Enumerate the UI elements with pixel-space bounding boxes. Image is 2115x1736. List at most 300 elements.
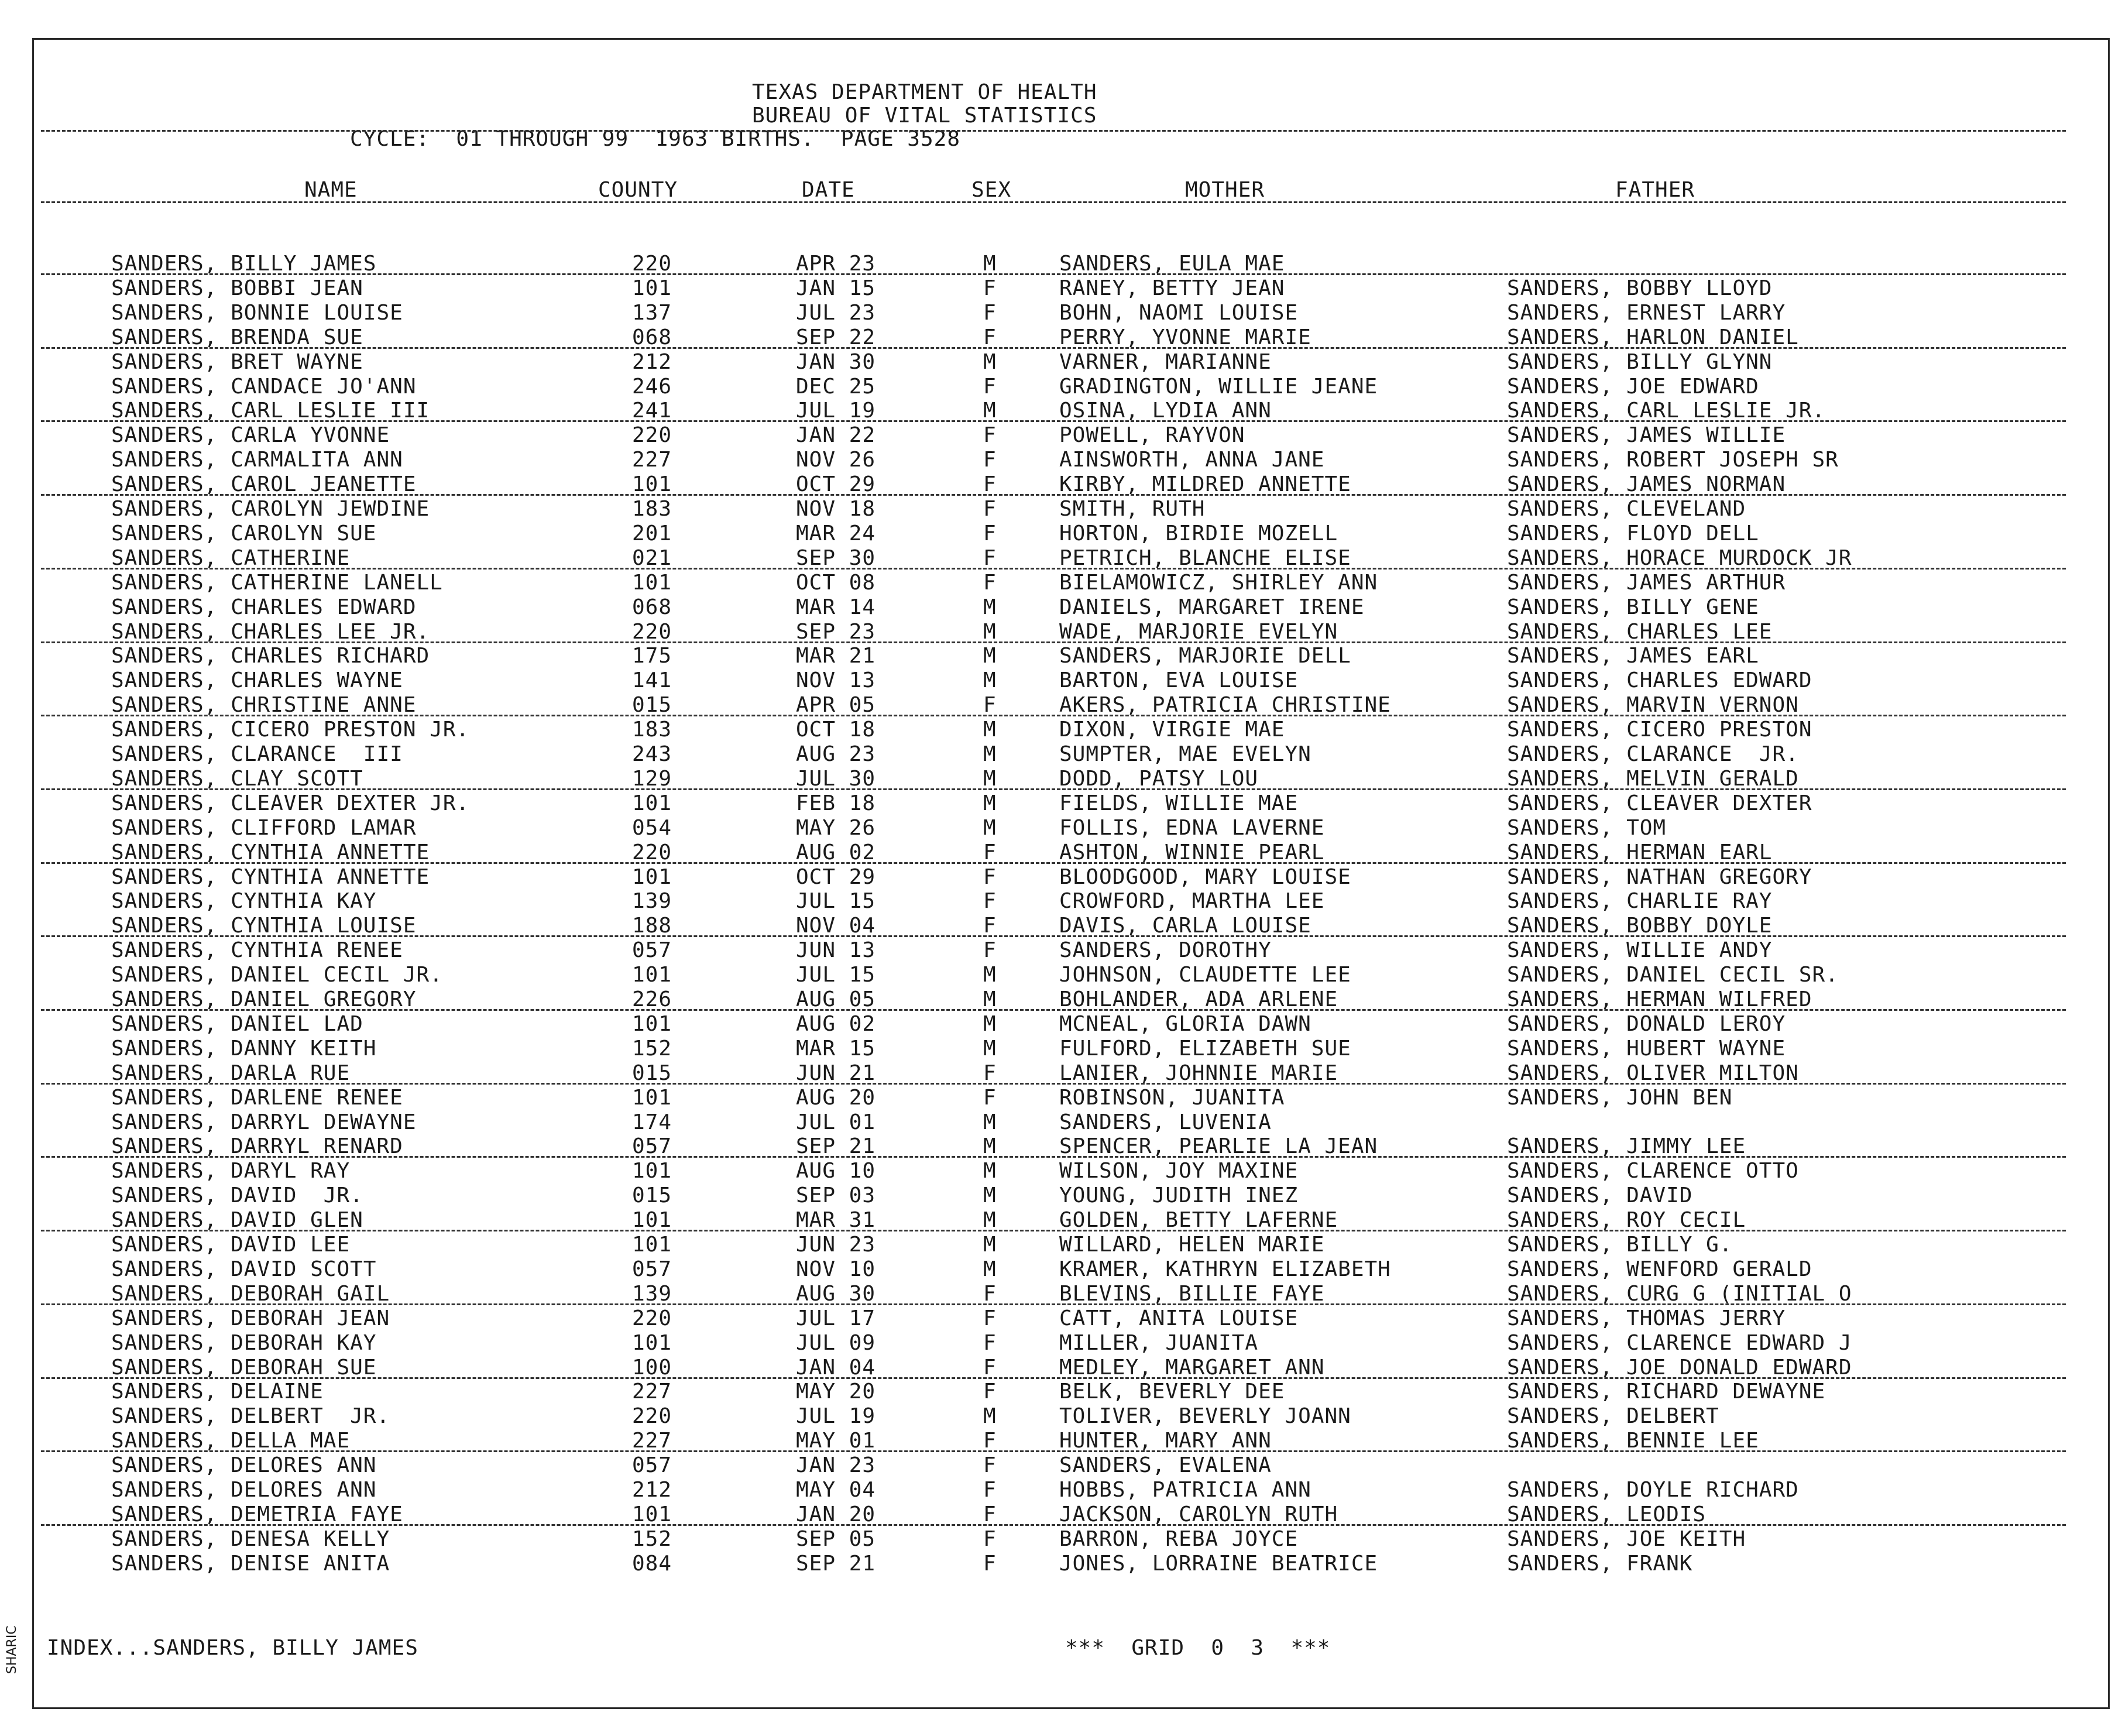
- cell-sex: M: [983, 1208, 997, 1232]
- cell-father: SANDERS, LEODIS: [1507, 1502, 1707, 1526]
- cell-mother: SANDERS, EVALENA: [1059, 1453, 1272, 1477]
- cell-name: SANDERS, CANDACE JO'ANN: [111, 375, 417, 399]
- cell-name: SANDERS, DEMETRIA FAYE: [111, 1502, 403, 1526]
- cell-sex: F: [983, 472, 997, 496]
- cell-father: SANDERS, ERNEST LARRY: [1507, 301, 1786, 325]
- table-row: [0, 767, 2115, 791]
- cell-father: SANDERS, JAMES EARL: [1507, 644, 1759, 668]
- cell-county: 101: [632, 1086, 672, 1110]
- cell-name: SANDERS, CLIFFORD LAMAR: [111, 816, 417, 840]
- cell-date: JAN 04: [796, 1356, 876, 1380]
- cell-county: 057: [632, 1134, 672, 1158]
- cell-date: SEP 21: [796, 1552, 876, 1576]
- cell-mother: GRADINGTON, WILLIE JEANE: [1059, 375, 1378, 399]
- table-row: [0, 1429, 2115, 1453]
- cell-father: SANDERS, DONALD LEROY: [1507, 1012, 1786, 1036]
- cell-name: SANDERS, DANIEL LAD: [111, 1012, 363, 1036]
- cell-mother: POWELL, RAYVON: [1059, 423, 1245, 447]
- table-row: [0, 1404, 2115, 1429]
- cell-name: SANDERS, BILLY JAMES: [111, 252, 377, 276]
- cell-father: SANDERS, DOYLE RICHARD: [1507, 1478, 1799, 1502]
- cell-date: OCT 29: [796, 472, 876, 496]
- cell-sex: F: [983, 571, 997, 595]
- cell-father: SANDERS, CHARLES EDWARD: [1507, 668, 1812, 692]
- cell-sex: F: [983, 448, 997, 472]
- cell-sex: M: [983, 1233, 997, 1257]
- cell-county: 084: [632, 1552, 672, 1576]
- cell-father: SANDERS, DAVID: [1507, 1183, 1693, 1207]
- cell-mother: WILSON, JOY MAXINE: [1059, 1159, 1299, 1183]
- cell-mother: BOHLANDER, ADA ARLENE: [1059, 987, 1338, 1011]
- cell-father: SANDERS, OLIVER MILTON: [1507, 1061, 1799, 1085]
- table-row: [0, 1183, 2115, 1208]
- cell-name: SANDERS, CYNTHIA LOUISE: [111, 914, 417, 938]
- cell-name: SANDERS, DEBORAH KAY: [111, 1331, 377, 1355]
- cell-mother: HOBBS, PATRICIA ANN: [1059, 1478, 1311, 1502]
- row-rule: [41, 568, 2066, 569]
- cell-date: MAR 14: [796, 595, 876, 619]
- cell-sex: F: [983, 497, 997, 521]
- cell-mother: BLOODGOOD, MARY LOUISE: [1059, 865, 1351, 889]
- cell-date: MAY 20: [796, 1380, 876, 1404]
- cell-father: SANDERS, BOBBY DOYLE: [1507, 914, 1773, 938]
- cell-county: 139: [632, 889, 672, 913]
- table-row: [0, 742, 2115, 767]
- cell-name: SANDERS, BRET WAYNE: [111, 350, 363, 374]
- table-row: [0, 644, 2115, 668]
- cell-county: 021: [632, 546, 672, 570]
- cell-date: MAR 24: [796, 522, 876, 545]
- cell-sex: M: [983, 620, 997, 644]
- cell-mother: DODD, PATSY LOU: [1059, 767, 1259, 791]
- cell-name: SANDERS, BRENDA SUE: [111, 325, 363, 349]
- cell-father: SANDERS, ROBERT JOSEPH SR: [1507, 448, 1839, 472]
- cell-date: MAY 26: [796, 816, 876, 840]
- cell-mother: SANDERS, LUVENIA: [1059, 1110, 1272, 1134]
- column-header-father: FATHER: [1615, 178, 1695, 202]
- cell-mother: VARNER, MARIANNE: [1059, 350, 1272, 374]
- cell-sex: M: [983, 644, 997, 668]
- cell-father: SANDERS, HERMAN WILFRED: [1507, 987, 1812, 1011]
- cell-name: SANDERS, DARRYL DEWAYNE: [111, 1110, 417, 1134]
- bureau-title: BUREAU OF VITAL STATISTICS: [752, 104, 1097, 128]
- cell-date: JUL 30: [796, 767, 876, 791]
- cell-county: 101: [632, 791, 672, 815]
- row-rule: [41, 935, 2066, 937]
- cell-sex: F: [983, 375, 997, 399]
- cell-mother: TOLIVER, BEVERLY JOANN: [1059, 1404, 1351, 1428]
- cell-mother: GOLDEN, BETTY LAFERNE: [1059, 1208, 1338, 1232]
- cell-date: MAR 21: [796, 644, 876, 668]
- cell-date: AUG 23: [796, 742, 876, 766]
- cell-date: JUL 09: [796, 1331, 876, 1355]
- cell-county: 100: [632, 1356, 672, 1380]
- cell-father: SANDERS, JOHN BEN: [1507, 1086, 1733, 1110]
- index-footer: INDEX...SANDERS, BILLY JAMES: [47, 1636, 418, 1660]
- cell-name: SANDERS, CLARANCE III: [111, 742, 403, 766]
- table-row: [0, 546, 2115, 571]
- table-row: [0, 472, 2115, 497]
- cell-sex: M: [983, 1159, 997, 1183]
- cell-date: JUL 01: [796, 1110, 876, 1134]
- cell-county: 101: [632, 276, 672, 300]
- cell-date: FEB 18: [796, 791, 876, 815]
- cell-county: 101: [632, 1208, 672, 1232]
- cell-name: SANDERS, CYNTHIA ANNETTE: [111, 865, 430, 889]
- cell-mother: FULFORD, ELIZABETH SUE: [1059, 1037, 1351, 1061]
- cell-date: JUL 15: [796, 963, 876, 987]
- cell-father: SANDERS, CARL LESLIE JR.: [1507, 399, 1826, 423]
- column-header-date: DATE: [802, 178, 855, 202]
- cell-county: 227: [632, 448, 672, 472]
- cell-name: SANDERS, CARMALITA ANN: [111, 448, 403, 472]
- cell-date: SEP 03: [796, 1183, 876, 1207]
- table-row: [0, 301, 2115, 325]
- cell-county: 220: [632, 620, 672, 644]
- cell-county: 101: [632, 571, 672, 595]
- cell-sex: M: [983, 1012, 997, 1036]
- cell-name: SANDERS, CICERO PRESTON JR.: [111, 718, 470, 742]
- cell-father: SANDERS, HORACE MURDOCK JR: [1507, 546, 1852, 570]
- cell-county: 101: [632, 1502, 672, 1526]
- cell-date: JUN 23: [796, 1233, 876, 1257]
- cell-sex: F: [983, 1527, 997, 1551]
- column-header-name: NAME: [304, 178, 358, 202]
- cell-mother: AINSWORTH, ANNA JANE: [1059, 448, 1325, 472]
- cell-date: JAN 30: [796, 350, 876, 374]
- cell-county: 220: [632, 840, 672, 864]
- cell-father: SANDERS, CLEVELAND: [1507, 497, 1746, 521]
- table-row: [0, 448, 2115, 472]
- cell-date: AUG 20: [796, 1086, 876, 1110]
- cell-date: APR 23: [796, 252, 876, 276]
- cell-sex: M: [983, 718, 997, 742]
- table-row: [0, 595, 2115, 620]
- table-row: [0, 522, 2115, 546]
- row-rule: [41, 1083, 2066, 1085]
- cell-father: SANDERS, TOM: [1507, 816, 1667, 840]
- grid-footer: *** GRID 0 3 ***: [1065, 1636, 1331, 1660]
- cell-mother: BELK, BEVERLY DEE: [1059, 1380, 1285, 1404]
- cell-mother: SMITH, RUTH: [1059, 497, 1206, 521]
- table-row: [0, 693, 2115, 718]
- cell-county: 101: [632, 963, 672, 987]
- cell-county: 139: [632, 1282, 672, 1306]
- row-rule: [41, 1156, 2066, 1158]
- cell-name: SANDERS, CATHERINE LANELL: [111, 571, 443, 595]
- cell-father: SANDERS, CLARENCE EDWARD J: [1507, 1331, 1852, 1355]
- cell-mother: BARRON, REBA JOYCE: [1059, 1527, 1299, 1551]
- cell-county: 057: [632, 1257, 672, 1281]
- cell-county: 243: [632, 742, 672, 766]
- cell-sex: F: [983, 1552, 997, 1576]
- cell-father: SANDERS, CHARLIE RAY: [1507, 889, 1773, 913]
- cell-date: JUL 23: [796, 301, 876, 325]
- cell-sex: F: [983, 1478, 997, 1502]
- cell-sex: M: [983, 987, 997, 1011]
- cell-county: 015: [632, 693, 672, 717]
- cell-sex: F: [983, 546, 997, 570]
- cell-father: SANDERS, HARLON DANIEL: [1507, 325, 1799, 349]
- cell-date: AUG 10: [796, 1159, 876, 1183]
- cell-father: SANDERS, MARVIN VERNON: [1507, 693, 1799, 717]
- cell-sex: F: [983, 423, 997, 447]
- cell-mother: BLEVINS, BILLIE FAYE: [1059, 1282, 1325, 1306]
- cell-name: SANDERS, BOBBI JEAN: [111, 276, 363, 300]
- cell-sex: F: [983, 938, 997, 962]
- cell-sex: F: [983, 1061, 997, 1085]
- table-row: [0, 375, 2115, 399]
- cell-name: SANDERS, DAVID JR.: [111, 1183, 363, 1207]
- cell-name: SANDERS, DANIEL CECIL JR.: [111, 963, 443, 987]
- cell-sex: F: [983, 865, 997, 889]
- cell-date: SEP 21: [796, 1134, 876, 1158]
- cell-sex: F: [983, 840, 997, 864]
- cell-mother: BOHN, NAOMI LOUISE: [1059, 301, 1299, 325]
- cell-name: SANDERS, CLAY SCOTT: [111, 767, 363, 791]
- cell-name: SANDERS, DENISE ANITA: [111, 1552, 390, 1576]
- cell-name: SANDERS, CARLA YVONNE: [111, 423, 390, 447]
- cell-mother: MILLER, JUANITA: [1059, 1331, 1259, 1355]
- cell-mother: FIELDS, WILLIE MAE: [1059, 791, 1299, 815]
- cell-mother: PETRICH, BLANCHE ELISE: [1059, 546, 1351, 570]
- cell-sex: M: [983, 767, 997, 791]
- cell-date: AUG 30: [796, 1282, 876, 1306]
- cell-mother: BARTON, EVA LOUISE: [1059, 668, 1299, 692]
- cell-mother: OSINA, LYDIA ANN: [1059, 399, 1272, 423]
- cell-sex: F: [983, 1356, 997, 1380]
- cell-county: 129: [632, 767, 672, 791]
- cell-sex: F: [983, 889, 997, 913]
- table-row: [0, 423, 2115, 448]
- cell-sex: M: [983, 1404, 997, 1428]
- table-row: [0, 571, 2115, 595]
- cell-name: SANDERS, CHRISTINE ANNE: [111, 693, 417, 717]
- cell-sex: F: [983, 301, 997, 325]
- cell-name: SANDERS, DAVID LEE: [111, 1233, 351, 1257]
- cell-date: AUG 02: [796, 840, 876, 864]
- table-row: [0, 620, 2115, 644]
- cell-date: MAY 01: [796, 1429, 876, 1453]
- cell-mother: SANDERS, EULA MAE: [1059, 252, 1285, 276]
- cell-name: SANDERS, CLEAVER DEXTER JR.: [111, 791, 470, 815]
- cell-sex: M: [983, 399, 997, 423]
- cell-county: 015: [632, 1183, 672, 1207]
- row-rule: [41, 1009, 2066, 1011]
- table-row: [0, 987, 2115, 1012]
- cell-date: MAY 04: [796, 1478, 876, 1502]
- row-rule: [41, 1303, 2066, 1305]
- cell-date: AUG 05: [796, 987, 876, 1011]
- cell-date: JUN 13: [796, 938, 876, 962]
- cell-mother: SPENCER, PEARLIE LA JEAN: [1059, 1134, 1378, 1158]
- cell-father: SANDERS, THOMAS JERRY: [1507, 1306, 1786, 1330]
- cell-mother: PERRY, YVONNE MARIE: [1059, 325, 1311, 349]
- cell-father: SANDERS, JAMES WILLIE: [1507, 423, 1786, 447]
- cell-county: 241: [632, 399, 672, 423]
- cell-mother: DIXON, VIRGIE MAE: [1059, 718, 1285, 742]
- cell-father: SANDERS, DANIEL CECIL SR.: [1507, 963, 1839, 987]
- cell-name: SANDERS, DELORES ANN: [111, 1453, 377, 1477]
- cell-date: JUL 17: [796, 1306, 876, 1330]
- row-rule: [41, 862, 2066, 864]
- cell-name: SANDERS, CYNTHIA KAY: [111, 889, 377, 913]
- cell-date: JAN 23: [796, 1453, 876, 1477]
- table-row: [0, 1134, 2115, 1159]
- cell-mother: AKERS, PATRICIA CHRISTINE: [1059, 693, 1391, 717]
- cell-date: MAR 15: [796, 1037, 876, 1061]
- cell-county: 141: [632, 668, 672, 692]
- cell-father: SANDERS, DELBERT: [1507, 1404, 1719, 1428]
- table-row: [0, 1110, 2115, 1135]
- cell-sex: F: [983, 1331, 997, 1355]
- row-rule: [41, 347, 2066, 349]
- cell-date: JAN 15: [796, 276, 876, 300]
- cell-name: SANDERS, DEBORAH SUE: [111, 1356, 377, 1380]
- cell-date: JUN 21: [796, 1061, 876, 1085]
- cell-county: 152: [632, 1527, 672, 1551]
- cell-county: 137: [632, 301, 672, 325]
- cell-mother: LANIER, JOHNNIE MARIE: [1059, 1061, 1338, 1085]
- cell-mother: JOHNSON, CLAUDETTE LEE: [1059, 963, 1351, 987]
- cell-sex: F: [983, 1453, 997, 1477]
- cell-mother: HUNTER, MARY ANN: [1059, 1429, 1272, 1453]
- table-row: [0, 1257, 2115, 1282]
- cell-mother: RANEY, BETTY JEAN: [1059, 276, 1285, 300]
- row-rule: [41, 1230, 2066, 1231]
- cell-father: SANDERS, CLARANCE JR.: [1507, 742, 1799, 766]
- cell-mother: HORTON, BIRDIE MOZELL: [1059, 522, 1338, 545]
- cell-mother: MEDLEY, MARGARET ANN: [1059, 1356, 1325, 1380]
- table-row: [0, 914, 2115, 938]
- cell-sex: M: [983, 350, 997, 374]
- row-rule: [41, 273, 2066, 275]
- cell-name: SANDERS, CAROL JEANETTE: [111, 472, 417, 496]
- column-header-county: COUNTY: [598, 178, 678, 202]
- table-row: [0, 1012, 2115, 1037]
- cell-father: SANDERS, CURG G (INITIAL O: [1507, 1282, 1852, 1306]
- cell-name: SANDERS, CHARLES EDWARD: [111, 595, 417, 619]
- cell-county: 246: [632, 375, 672, 399]
- cell-sex: F: [983, 1306, 997, 1330]
- cell-date: DEC 25: [796, 375, 876, 399]
- cell-county: 212: [632, 1478, 672, 1502]
- cell-name: SANDERS, DAVID SCOTT: [111, 1257, 377, 1281]
- cell-father: SANDERS, HERMAN EARL: [1507, 840, 1773, 864]
- cell-father: SANDERS, JOE DONALD EDWARD: [1507, 1356, 1852, 1380]
- cell-father: SANDERS, FLOYD DELL: [1507, 522, 1759, 545]
- cell-name: SANDERS, CAROLYN JEWDINE: [111, 497, 430, 521]
- cell-mother: DANIELS, MARGARET IRENE: [1059, 595, 1365, 619]
- cell-name: SANDERS, CAROLYN SUE: [111, 522, 377, 545]
- cell-date: OCT 18: [796, 718, 876, 742]
- cell-sex: F: [983, 276, 997, 300]
- cell-county: 183: [632, 718, 672, 742]
- cell-county: 212: [632, 350, 672, 374]
- cell-mother: JACKSON, CAROLYN RUTH: [1059, 1502, 1338, 1526]
- cell-father: SANDERS, BILLY GLYNN: [1507, 350, 1773, 374]
- cell-name: SANDERS, DARLENE RENEE: [111, 1086, 403, 1110]
- table-row: [0, 1208, 2115, 1233]
- cell-name: SANDERS, DARYL RAY: [111, 1159, 351, 1183]
- table-row: [0, 399, 2115, 423]
- cell-sex: F: [983, 914, 997, 938]
- cell-father: SANDERS, CLEAVER DEXTER: [1507, 791, 1812, 815]
- cell-father: SANDERS, FRANK: [1507, 1552, 1693, 1576]
- cell-sex: M: [983, 1037, 997, 1061]
- cell-name: SANDERS, DELBERT JR.: [111, 1404, 390, 1428]
- cell-county: 101: [632, 472, 672, 496]
- cell-name: SANDERS, DAVID GLEN: [111, 1208, 363, 1232]
- table-row: [0, 791, 2115, 816]
- cell-county: 101: [632, 865, 672, 889]
- cell-father: SANDERS, BOBBY LLOYD: [1507, 276, 1773, 300]
- cell-county: 152: [632, 1037, 672, 1061]
- cell-mother: WADE, MARJORIE EVELYN: [1059, 620, 1338, 644]
- cell-sex: M: [983, 816, 997, 840]
- cell-county: 226: [632, 987, 672, 1011]
- table-row: [0, 1453, 2115, 1478]
- cell-mother: KIRBY, MILDRED ANNETTE: [1059, 472, 1351, 496]
- table-row: [0, 1380, 2115, 1404]
- cell-mother: CATT, ANITA LOUISE: [1059, 1306, 1299, 1330]
- cell-county: 227: [632, 1380, 672, 1404]
- cell-name: SANDERS, DELORES ANN: [111, 1478, 377, 1502]
- table-row: [0, 938, 2115, 963]
- column-header-mother: MOTHER: [1185, 178, 1265, 202]
- cell-date: JAN 22: [796, 423, 876, 447]
- department-title: TEXAS DEPARTMENT OF HEALTH: [752, 80, 1097, 104]
- cell-date: NOV 10: [796, 1257, 876, 1281]
- side-tag: SHARIC: [5, 1625, 19, 1674]
- cell-father: SANDERS, JOE EDWARD: [1507, 375, 1759, 399]
- cell-sex: M: [983, 252, 997, 276]
- cell-name: SANDERS, CYNTHIA RENEE: [111, 938, 403, 962]
- cell-name: SANDERS, DENESA KELLY: [111, 1527, 390, 1551]
- cell-sex: F: [983, 1282, 997, 1306]
- table-row: [0, 1478, 2115, 1502]
- cell-name: SANDERS, CATHERINE: [111, 546, 351, 570]
- cell-county: 101: [632, 1331, 672, 1355]
- table-row: [0, 1356, 2115, 1380]
- cell-sex: F: [983, 522, 997, 545]
- cell-date: JAN 20: [796, 1502, 876, 1526]
- row-rule: [41, 1377, 2066, 1379]
- row-rule: [41, 1450, 2066, 1452]
- cell-mother: ASHTON, WINNIE PEARL: [1059, 840, 1325, 864]
- table-row: [0, 1159, 2115, 1183]
- table-row: [0, 1502, 2115, 1527]
- cell-sex: M: [983, 963, 997, 987]
- cell-father: SANDERS, MELVIN GERALD: [1507, 767, 1799, 791]
- cell-sex: M: [983, 1183, 997, 1207]
- cell-father: SANDERS, JAMES ARTHUR: [1507, 571, 1786, 595]
- cell-county: 220: [632, 1404, 672, 1428]
- cell-name: SANDERS, DANIEL GREGORY: [111, 987, 417, 1011]
- cell-county: 227: [632, 1429, 672, 1453]
- table-row: [0, 1061, 2115, 1086]
- cell-father: SANDERS, CICERO PRESTON: [1507, 718, 1812, 742]
- cell-date: JUL 19: [796, 399, 876, 423]
- cell-county: 220: [632, 1306, 672, 1330]
- cell-father: SANDERS, WENFORD GERALD: [1507, 1257, 1812, 1281]
- cell-father: SANDERS, JAMES NORMAN: [1507, 472, 1786, 496]
- row-rule: [41, 494, 2066, 496]
- cell-sex: M: [983, 791, 997, 815]
- cell-date: OCT 08: [796, 571, 876, 595]
- cell-mother: SANDERS, MARJORIE DELL: [1059, 644, 1351, 668]
- cell-name: SANDERS, DEBORAH JEAN: [111, 1306, 390, 1330]
